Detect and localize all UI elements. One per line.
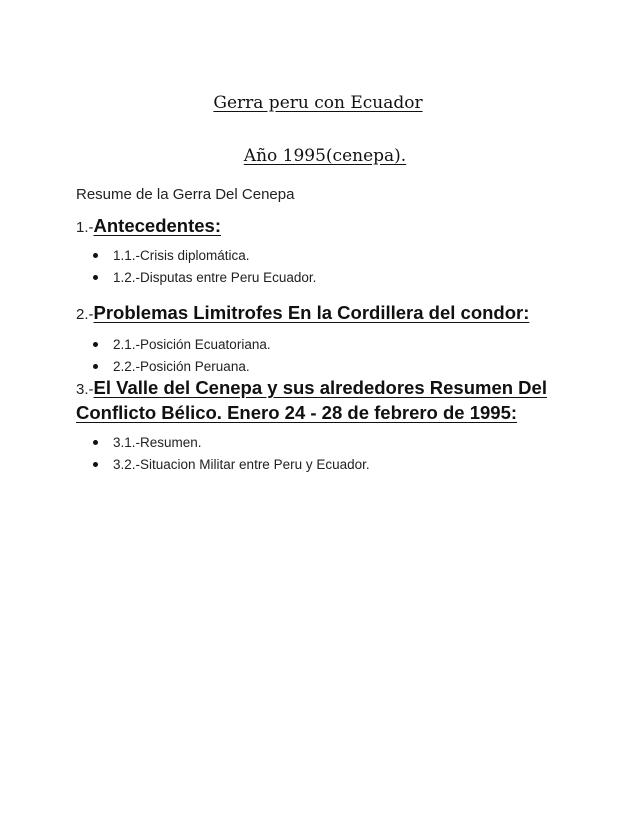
list-item-text: 3.2.-Situacion Militar entre Peru y Ecuador. bbox=[113, 457, 370, 472]
section-list bbox=[76, 334, 566, 378]
section-title: El Valle del Cenepa y sus alrededores Resumen Del Conflicto Bélico. Enero 24 - 28 de febrero de 1995: bbox=[76, 377, 547, 423]
section-title: Problemas Limitrofes En la Cordillera del condor: bbox=[93, 302, 530, 323]
list-item bbox=[76, 356, 566, 378]
section-title: Antecedentes: bbox=[93, 215, 221, 236]
document-title: Gerra peru con Ecuador bbox=[213, 93, 423, 113]
document-subtitle: Año 1995(cenepa). bbox=[243, 146, 407, 166]
section-number: 1.- bbox=[76, 219, 94, 236]
list-item bbox=[76, 334, 566, 356]
list-item bbox=[76, 267, 566, 289]
bullet-icon bbox=[93, 364, 98, 369]
section-number: 2.- bbox=[76, 306, 94, 323]
section-heading bbox=[76, 211, 566, 239]
section-heading bbox=[76, 376, 566, 424]
section-number: 3.- bbox=[76, 381, 94, 398]
list-item-text: 3.1.-Resumen. bbox=[113, 435, 202, 450]
section-heading bbox=[76, 298, 566, 326]
section-list bbox=[76, 432, 566, 476]
bullet-icon bbox=[93, 440, 98, 445]
section-antecedentes bbox=[76, 211, 566, 289]
list-item-text: 1.2.-Disputas entre Peru Ecuador. bbox=[113, 270, 317, 285]
list-item bbox=[76, 454, 566, 476]
bullet-icon bbox=[93, 253, 98, 258]
section-list bbox=[76, 245, 566, 289]
intro-text: Resume de la Gerra Del Cenepa bbox=[76, 186, 295, 203]
section-valle-cenepa bbox=[76, 376, 566, 476]
list-item bbox=[76, 432, 566, 454]
bullet-icon bbox=[93, 275, 98, 280]
bullet-icon bbox=[93, 462, 98, 467]
section-problemas-limitrofes bbox=[76, 298, 566, 378]
list-item-text: 1.1.-Crisis diplomática. bbox=[113, 248, 250, 263]
list-item-text: 2.2.-Posición Peruana. bbox=[113, 359, 250, 374]
list-item bbox=[76, 245, 566, 267]
list-item-text: 2.1.-Posición Ecuatoriana. bbox=[113, 337, 271, 352]
bullet-icon bbox=[93, 342, 98, 347]
